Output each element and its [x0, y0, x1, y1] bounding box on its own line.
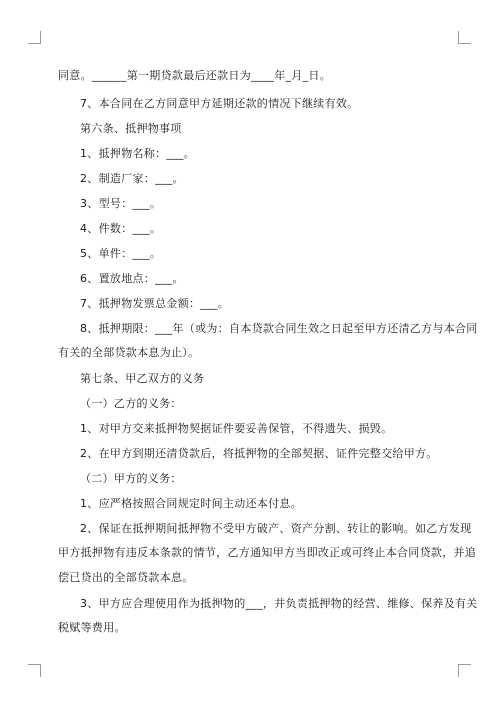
- paragraph-line: 2、保证在抵押期间抵押物不受甲方破产、资产分割、转让的影响。如乙方发现: [80, 522, 472, 535]
- section-heading: 第六条、抵押物事项: [80, 122, 182, 135]
- paragraph-line: 3、型号：___。: [80, 197, 162, 210]
- paragraph-line: 有关的全部贷款本息为止）。: [58, 346, 200, 359]
- crop-mark-bottom-right: [458, 664, 471, 677]
- crop-mark-top-right: [458, 31, 471, 44]
- paragraph-line: 8、抵押期限：___年（或为：自本贷款合同生效之日起至甲方还清乙方与本合同: [80, 322, 478, 335]
- paragraph-line: 3、甲方应合理使用作为抵押物的___，并负责抵押物的经营、维修、保养及有关: [80, 597, 478, 610]
- paragraph-line: 6、置放地点：___。: [80, 272, 184, 285]
- paragraph-line: 2、制造厂家：___。: [80, 172, 184, 185]
- section-heading: 第七条、甲乙双方的义务: [80, 372, 205, 385]
- crop-mark-bottom-left: [28, 664, 41, 677]
- paragraph-line: 5、单件：___。: [80, 247, 162, 260]
- paragraph-line: 7、本合同在乙方同意甲方延期还款的情况下继续有效。: [80, 97, 359, 110]
- paragraph-line: 4、件数：___。: [80, 222, 162, 235]
- paragraph-line: 1、对甲方交来抵押物契据证件要妥善保管，不得遗失、损毁。: [80, 422, 393, 435]
- paragraph-line: 同意。______第一期贷款最后还款日为____年_月_日。: [58, 69, 331, 82]
- paragraph-line: 2、在甲方到期还清贷款后，将抵押物的全部契据、证件完整交给甲方。: [80, 447, 438, 460]
- crop-mark-top-left: [28, 31, 41, 44]
- paragraph-line: 1、抵押物名称：___。: [80, 147, 196, 160]
- sub-heading: （一）乙方的义务：: [80, 397, 182, 410]
- paragraph-line: 甲方抵押物有违反本条款的情节，乙方通知甲方当即改正或可终止本合同贷款，并追: [58, 546, 477, 559]
- paragraph-line: 7、抵押物发票总金额：___。: [80, 297, 229, 310]
- paragraph-line: 偿已贷出的全部贷款本息。: [58, 571, 194, 584]
- paragraph-line: 1、应严格按照合同规定时间主动还本付息。: [80, 497, 302, 510]
- sub-heading: （二）甲方的义务：: [80, 472, 182, 485]
- paragraph-line: 税赋等费用。: [58, 621, 126, 634]
